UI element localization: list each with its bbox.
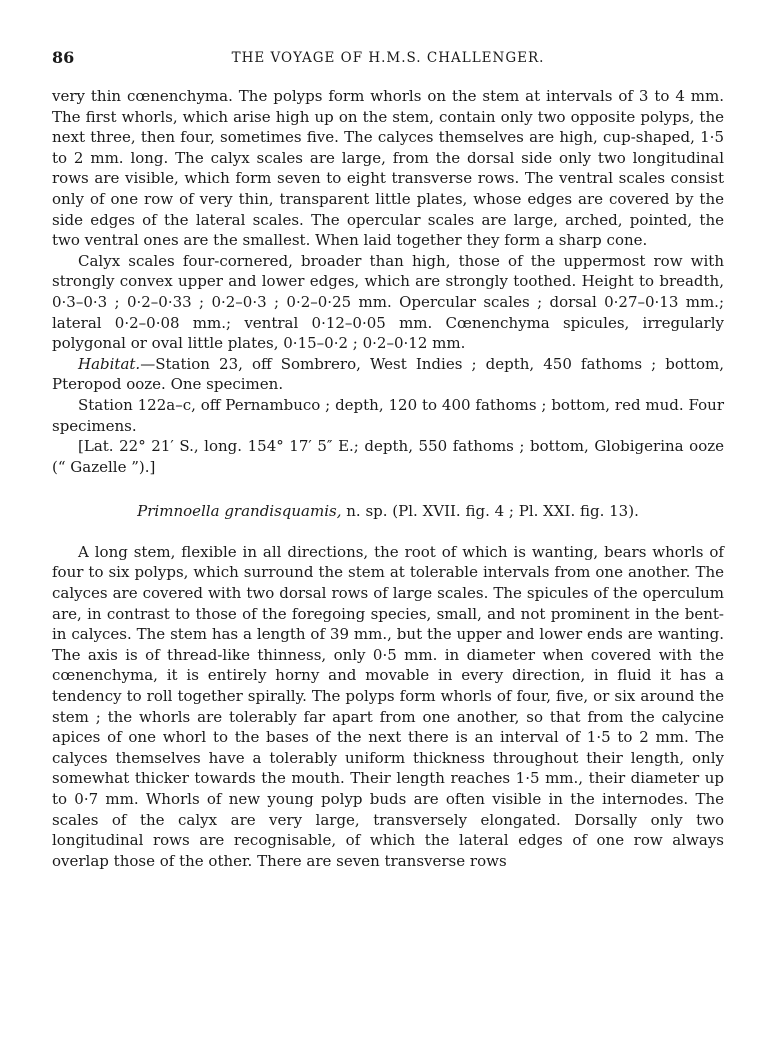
- paragraph-description: A long stem, flexible in all directions, the root of which is wanting, bears whorls of four to six polyps, which surround the stem at tolerable intervals from one another. The calyces are covered with two dorsal rows of large scales. The spicules of the operculum are, in contrast to those of the foregoing species, small, and not prominent in the bent-in calyces. The stem has a length of 39 mm., but the upper and lower ends are wanting. The axis is of thread-like thinness, only 0·5 mm. in diameter when covered with the cœnenchyma, it is entirely horny and movable in every direction, in fluid it has a tendency to roll together spirally. The polyps form whorls of four, five, or six around the stem ; the whorls are tolerably far apart from one another, so that from the calycine apices of one whorl to the bases of the next there is an interval of 1·5 to 2 mm. The calyces themselves have a tolerably uniform thickness throughout their length, only somewhat thicker towards the mouth. Their length reaches 1·5 mm., their diameter up to 0·7 mm. Whorls of new young polyp buds are often visible in the internodes. The scales of the calyx are very large, transversely elongated. Dorsally only two longitudinal rows are recognisable, of which the lateral edges of one row always overlap those of the other. There are seven transverse rows: [52, 542, 724, 870]
- species-name: Primnoella grandisquamis,: [137, 502, 342, 521]
- paragraph-station: Station 122a–c, off Pernambuco ; depth, 120 to 400 fathoms ; bottom, red mud. Four specimens.: [52, 395, 724, 435]
- paragraph-continued: very thin cœnenchyma. The polyps form whorls on the stem at intervals of 3 to 4 mm. The first whorls, which arise high up on the stem, contain only two opposite polyps, the next three, then four, sometimes five. The calyces themselves are high, cup-shaped, 1·5 to 2 mm. long. The calyx scales are large, from the dorsal side only two longitudinal rows are visible, which form seven to eight transverse rows. The ventral scales consist only of one row of very thin, transparent little plates, whose edges are covered by the side edges of the lateral scales. The opercular scales are large, arched, pointed, the two ventral ones are the smallest. When laid together they form a sharp cone.: [52, 87, 724, 250]
- habitat-label: Habitat.: [78, 354, 141, 373]
- running-title: THE VOYAGE OF H.M.S. CHALLENGER.: [231, 50, 545, 66]
- species-reference: n. sp. (Pl. XVII. fig. 4 ; Pl. XXI. fig. 13).: [341, 502, 639, 521]
- paragraph-habitat: [52, 354, 724, 395]
- page-number: 86: [52, 48, 75, 67]
- habitat-text: —Station 23, off Sombrero, West Indies ; depth, 450 fathoms ; bottom, Pteropod ooze. One specimen.: [52, 354, 724, 394]
- species-heading: [52, 501, 724, 522]
- body-text: [52, 86, 724, 871]
- paragraph-gazelle: [Lat. 22° 21′ S., long. 154° 17′ 5″ E.; depth, 550 fathoms ; bottom, Globigerina ooze (“ Gazelle ”).]: [52, 437, 724, 476]
- page-header: [52, 48, 724, 70]
- paragraph-measurements: Calyx scales four-cornered, broader than high, those of the uppermost row with strongly convex upper and lower edges, which are strongly toothed. Height to breadth, 0·3–0·3 ; 0·2–0·33 ; 0·2–0·3 ; 0·2–0·25 mm. Opercular scales ; dorsal 0·27–0·13 mm.; lateral 0·2–0·08 mm.; ventral 0·12–0·05 mm. Cœnenchyma spicules, irregularly polygonal or oval little plates, 0·15–0·2 ; 0·2–0·12 mm.: [52, 251, 724, 353]
